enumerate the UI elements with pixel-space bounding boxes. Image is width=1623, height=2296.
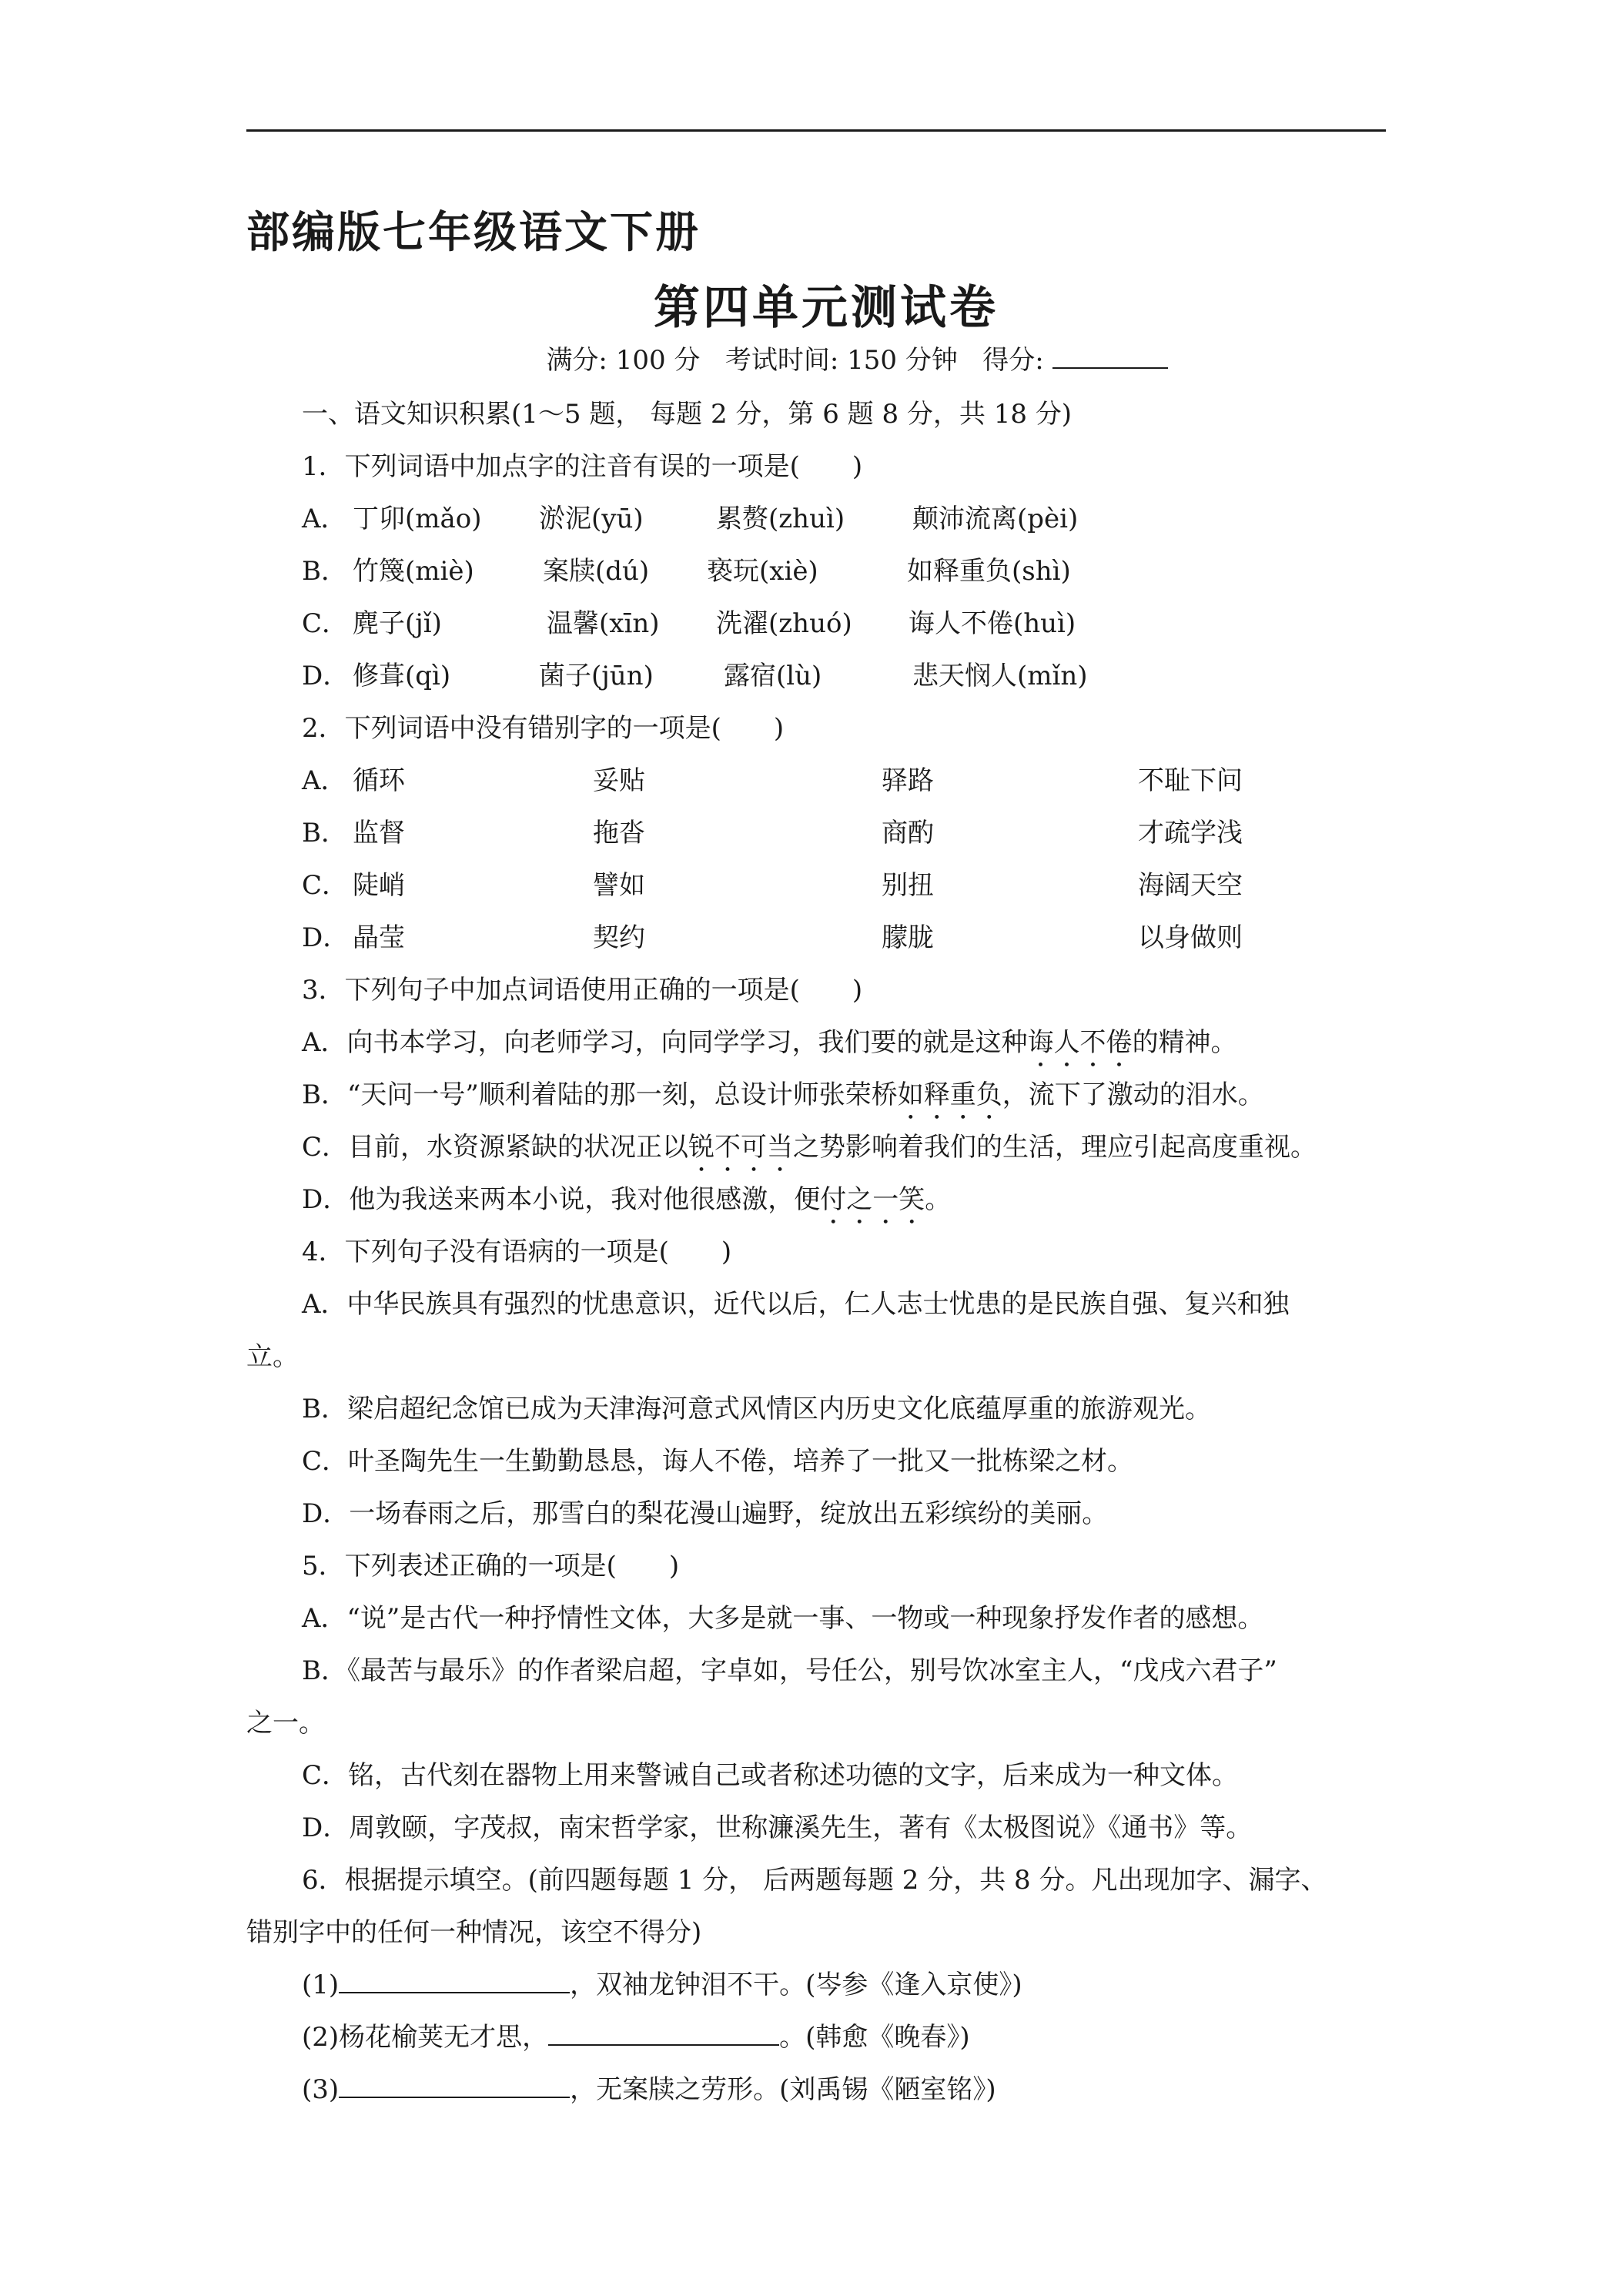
option-word: 洗濯(zhuó) (716, 608, 852, 639)
option-word: 诲人不倦(huì) (909, 608, 1076, 639)
option-word: 菌子(jūn) (539, 661, 654, 691)
option-word: 妥贴 (593, 765, 645, 796)
q3-option-d (302, 1184, 951, 1230)
fill-number: (1) (302, 1970, 340, 2000)
option-word: 才疏学浅 (1138, 818, 1243, 848)
option-label: B． (302, 556, 347, 587)
option-word: 拖沓 (593, 818, 645, 848)
option-label: D． (302, 661, 350, 691)
q5-option-c: C．铭，古代刻在器物上用来警诫自己或者称述功德的文字，后来成为一种文体。 (302, 1760, 1239, 1791)
fill-text: (2)杨花榆荚无才思， (302, 2022, 549, 2053)
q4-option-d: D．一场春雨之后，那雪白的梨花漫山遍野，绽放出五彩缤纷的美丽。 (302, 1498, 1109, 1529)
q5-option-b: B．《最苦与最乐》的作者梁启超，字卓如，号任公，别号饮冰室主人，“戊戌六君子” (302, 1655, 1277, 1686)
fill-text: 。(韩愈《晚春》) (779, 2022, 970, 2053)
q5-stem: 5．下列表述正确的一项是( ) (302, 1551, 680, 1581)
time-label: 考试时间: (724, 345, 839, 376)
option-word: 海阔天空 (1138, 870, 1243, 901)
fill-blank-1[interactable] (339, 1992, 570, 1993)
option-word: 陡峭 (353, 870, 405, 901)
fill-blank-2[interactable] (548, 2044, 779, 2046)
full-score-value: 100 分 (615, 345, 701, 376)
book-title: 部编版七年级语文下册 (246, 207, 701, 258)
option-word: 监督 (353, 818, 405, 848)
option-word: 循环 (353, 765, 405, 796)
section-heading: 一、语文知识积累(1～5 题， 每题 2 分，第 6 题 8 分，共 18 分) (302, 399, 1073, 430)
sentence-text: 。 (925, 1184, 952, 1215)
q4-option-c: C．叶圣陶先生一生勤勤恳恳，诲人不倦，培养了一批又一批栋梁之材。 (302, 1446, 1134, 1477)
option-word: 晶莹 (353, 922, 405, 953)
q6-stem: 6．根据提示填空。(前四题每题 1 分， 后两题每题 2 分，共 8 分。凡出现加字、漏字、 (302, 1865, 1327, 1896)
fill-text: ，无案牍之劳形。(刘禹锡《陋室铭》) (570, 2074, 996, 2105)
sentence-text: 的精神。 (1132, 1027, 1237, 1058)
q6-line-3 (302, 2074, 996, 2105)
option-word: 修葺(qì) (353, 661, 451, 691)
q6-line-1 (302, 1970, 1022, 2000)
option-word: 契约 (593, 922, 645, 953)
q4-option-a-cont: 立。 (246, 1341, 299, 1372)
q3-option-b (302, 1079, 1264, 1126)
option-word: 丁卯(mǎo) (353, 504, 482, 534)
exam-title: 第四单元测试卷 (654, 281, 999, 335)
option-word: 不耻下问 (1138, 765, 1243, 796)
sentence-text: 之势影响着我们的生活，理应引起高度重视。 (793, 1132, 1317, 1163)
q5-option-a: A．“说”是古代一种抒情性文体，大多是就一事、一物或一种现象抒发作者的感想。 (302, 1603, 1264, 1634)
option-word: 朦胧 (882, 922, 934, 953)
q5-option-d: D．周敦颐，字茂叔，南宋哲学家，世称濂溪先生，著有《太极图说》《通书》等。 (302, 1812, 1253, 1843)
option-label: A． (302, 765, 347, 796)
option-label: A． (302, 504, 347, 534)
option-word: 麂子(jǐ) (353, 608, 442, 639)
header-rule (246, 129, 1386, 132)
option-word: 露宿(lù) (724, 661, 822, 691)
dotted-phrase: 诲人不倦 (1027, 1027, 1133, 1058)
option-word: 驿路 (882, 765, 934, 796)
option-word: 温馨(xīn) (547, 608, 660, 639)
option-word: 颠沛流离(pèi) (912, 504, 1079, 534)
fill-number: (3) (302, 2074, 340, 2105)
option-word: 如释重负(shì) (907, 556, 1071, 587)
q4-stem: 4．下列句子没有语病的一项是( ) (302, 1237, 732, 1267)
exam-meta (0, 345, 1623, 376)
q3-stem: 3．下列句子中加点词语使用正确的一项是( ) (302, 975, 863, 1006)
dotted-phrase: 锐不可当 (688, 1132, 794, 1163)
sentence-text: B．“天问一号”顺利着陆的那一刻，总设计师张荣桥 (302, 1079, 898, 1110)
dotted-phrase: 付之一笑 (820, 1184, 925, 1215)
option-word: 譬如 (593, 870, 645, 901)
sentence-text: D．他为我送来两本小说，我对他很感激，便 (302, 1184, 821, 1215)
option-word: 悲天悯人(mǐn) (912, 661, 1088, 691)
score-label: 得分: (982, 345, 1044, 376)
option-word: 淤泥(yū) (539, 504, 644, 534)
fill-text: ，双袖龙钟泪不干。(岑参《逢入京使》) (570, 1970, 1022, 2000)
q4-option-a: A．中华民族具有强烈的忧患意识，近代以后，仁人志士忧患的是民族自强、复兴和独 (302, 1289, 1290, 1320)
option-label: C． (302, 608, 349, 639)
full-score-label: 满分: (546, 345, 607, 376)
time-value: 150 分钟 (847, 345, 958, 376)
dotted-phrase: 如释重负 (897, 1079, 1002, 1110)
q6-line-2 (302, 2022, 970, 2053)
option-word: 商酌 (882, 818, 934, 848)
sentence-text: A．向书本学习，向老师学习，向同学学习，我们要的就是这种 (302, 1027, 1028, 1058)
sentence-text: C．目前，水资源紧缺的状况正以 (302, 1132, 689, 1163)
q5-option-b-cont: 之一。 (246, 1708, 325, 1739)
option-word: 以身做则 (1138, 922, 1243, 953)
option-word: 累赘(zhuì) (716, 504, 845, 534)
option-word: 别扭 (882, 870, 934, 901)
q3-option-c (302, 1132, 1317, 1178)
q1-stem: 1．下列词语中加点字的注音有误的一项是( ) (302, 451, 863, 482)
option-label: B． (302, 818, 347, 848)
score-blank[interactable] (1052, 367, 1168, 369)
option-label: C． (302, 870, 349, 901)
option-word: 案牍(dú) (543, 556, 650, 587)
option-word: 亵玩(xiè) (707, 556, 818, 587)
option-label: D． (302, 922, 350, 953)
q3-option-a (302, 1027, 1237, 1073)
sentence-text: ，流下了激动的泪水。 (1002, 1079, 1264, 1110)
q6-stem-cont: 错别字中的任何一种情况，该空不得分) (246, 1917, 702, 1948)
fill-blank-3[interactable] (339, 2097, 570, 2098)
option-word: 竹篾(miè) (353, 556, 474, 587)
q4-option-b: B．梁启超纪念馆已成为天津海河意式风情区内历史文化底蕴厚重的旅游观光。 (302, 1394, 1211, 1424)
q2-stem: 2．下列词语中没有错别字的一项是( ) (302, 713, 785, 744)
